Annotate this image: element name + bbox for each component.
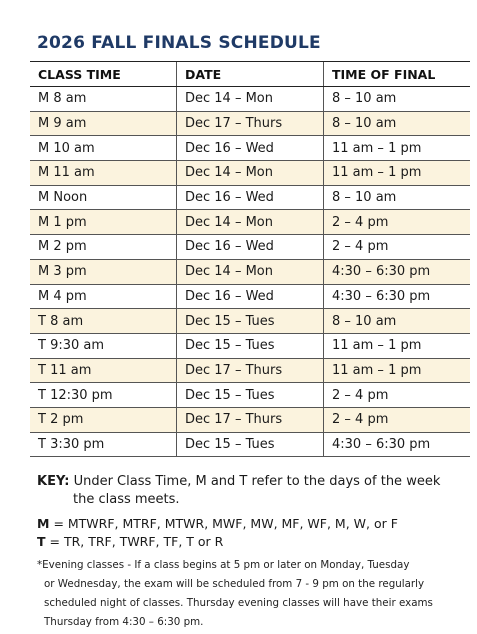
m-definition (37, 515, 398, 533)
table-row (30, 136, 470, 161)
table-row (30, 333, 470, 358)
note-line-1: *Evening classes - If a class begins at 5 pm or later on Monday, Tuesday (37, 559, 410, 571)
cell-class-time: T 2 pm (30, 407, 177, 432)
m-text: = MTWRF, MTRF, MTWR, MWF, MW, MF, WF, M, W, or F (53, 516, 398, 531)
cell-time-of-final: 2 – 4 pm (324, 235, 471, 260)
cell-class-time: M 8 am (30, 87, 177, 112)
cell-class-time: M 3 pm (30, 259, 177, 284)
header-date: DATE (177, 62, 324, 87)
table-row (30, 432, 470, 457)
note-line-2: or Wednesday, the exam will be scheduled from 7 - 9 pm on the regularly (44, 578, 425, 590)
cell-class-time: T 9:30 am (30, 333, 177, 358)
cell-time-of-final: 2 – 4 pm (324, 383, 471, 408)
cell-time-of-final: 8 – 10 am (324, 185, 471, 210)
table-row (30, 309, 470, 334)
key-section (37, 473, 467, 509)
cell-date: Dec 15 – Tues (177, 309, 324, 334)
cell-class-time: M 10 am (30, 136, 177, 161)
t-text: = TR, TRF, TWRF, TF, T or R (49, 534, 224, 549)
cell-time-of-final: 11 am – 1 pm (324, 333, 471, 358)
key-text-cont: the class meets. (73, 492, 180, 507)
cell-date: Dec 15 – Tues (177, 432, 324, 457)
t-label: T (37, 534, 46, 549)
table-row (30, 161, 470, 186)
header-class-time: CLASS TIME (30, 62, 177, 87)
cell-date: Dec 15 – Tues (177, 333, 324, 358)
cell-date: Dec 14 – Mon (177, 161, 324, 186)
cell-time-of-final: 2 – 4 pm (324, 210, 471, 235)
cell-date: Dec 15 – Tues (177, 383, 324, 408)
cell-date: Dec 14 – Mon (177, 210, 324, 235)
cell-class-time: M 4 pm (30, 284, 177, 309)
cell-date: Dec 17 – Thurs (177, 407, 324, 432)
table-row (30, 111, 470, 136)
table-row (30, 235, 470, 260)
table-row (30, 87, 470, 112)
note-line-3: scheduled night of classes. Thursday evening classes will have their exams (44, 597, 433, 609)
table-body (30, 87, 470, 457)
cell-time-of-final: 4:30 – 6:30 pm (324, 432, 471, 457)
cell-class-time: M 9 am (30, 111, 177, 136)
table-row (30, 358, 470, 383)
cell-time-of-final: 4:30 – 6:30 pm (324, 259, 471, 284)
table-header-row (30, 62, 470, 87)
cell-time-of-final: 11 am – 1 pm (324, 136, 471, 161)
note-line-4: Thursday from 4:30 – 6:30 pm. (44, 616, 204, 628)
table-row (30, 284, 470, 309)
cell-date: Dec 17 – Thurs (177, 358, 324, 383)
table-row (30, 407, 470, 432)
cell-class-time: M 11 am (30, 161, 177, 186)
table-row (30, 383, 470, 408)
cell-time-of-final: 8 – 10 am (324, 87, 471, 112)
m-label: M (37, 516, 50, 531)
cell-date: Dec 16 – Wed (177, 284, 324, 309)
cell-date: Dec 16 – Wed (177, 185, 324, 210)
cell-time-of-final: 4:30 – 6:30 pm (324, 284, 471, 309)
cell-class-time: T 12:30 pm (30, 383, 177, 408)
cell-class-time: T 3:30 pm (30, 432, 177, 457)
cell-class-time: T 8 am (30, 309, 177, 334)
cell-class-time: M Noon (30, 185, 177, 210)
cell-date: Dec 16 – Wed (177, 235, 324, 260)
table-row (30, 185, 470, 210)
cell-class-time: T 11 am (30, 358, 177, 383)
cell-class-time: M 1 pm (30, 210, 177, 235)
cell-time-of-final: 2 – 4 pm (324, 407, 471, 432)
cell-time-of-final: 8 – 10 am (324, 111, 471, 136)
cell-time-of-final: 11 am – 1 pm (324, 358, 471, 383)
key-text: Under Class Time, M and T refer to the days of the week (73, 474, 441, 489)
key-label: KEY: (37, 474, 70, 489)
cell-date: Dec 14 – Mon (177, 87, 324, 112)
cell-date: Dec 14 – Mon (177, 259, 324, 284)
cell-time-of-final: 8 – 10 am (324, 309, 471, 334)
finals-schedule-table (30, 61, 470, 457)
header-time-of-final: TIME OF FINAL (324, 62, 471, 87)
table-row (30, 210, 470, 235)
cell-date: Dec 16 – Wed (177, 136, 324, 161)
table-row (30, 259, 470, 284)
t-definition (37, 533, 223, 551)
cell-time-of-final: 11 am – 1 pm (324, 161, 471, 186)
cell-date: Dec 17 – Thurs (177, 111, 324, 136)
evening-note (37, 556, 467, 632)
cell-class-time: M 2 pm (30, 235, 177, 260)
page-title: 2026 FALL FINALS SCHEDULE (37, 33, 321, 53)
